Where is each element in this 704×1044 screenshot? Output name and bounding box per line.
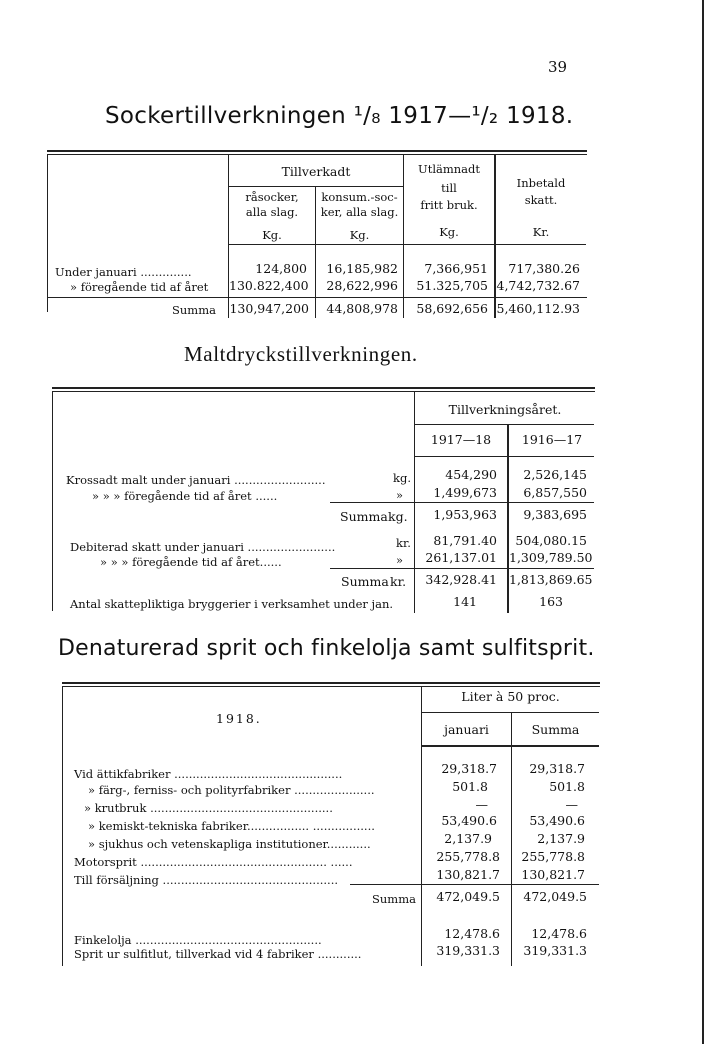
sugar-col1-header-2: alla slag. — [245, 205, 299, 219]
page-number: 39 — [548, 58, 568, 76]
sugar-col3-header-1: Utlämnadt — [418, 162, 480, 176]
spirit-row-label: » sjukhus och vetenskapliga institutioner............ — [88, 837, 371, 851]
malt-sum-label: Summa — [341, 574, 389, 589]
malt-row-label: Debiterad skatt under januari ........................ — [70, 540, 336, 554]
spirit-year-header: 1918. — [216, 711, 262, 726]
spirit-cell: 472,049.5 — [523, 889, 587, 904]
sugar-cell: 58,692,656 — [416, 301, 488, 316]
sugar-cell: 130,947,200 — [229, 301, 309, 316]
spirit-cell: 501.8 — [452, 779, 488, 794]
spirit-cell: 12,478.6 — [444, 926, 500, 941]
spirit-cell: 255,778.8 — [436, 849, 500, 864]
sugar-row-label: Under januari .............. — [55, 265, 192, 279]
malt-row-unit: kg. — [393, 471, 411, 485]
spirit-row-label: Finkelolja ................................................... — [74, 933, 322, 947]
sugar-cell: 16,185,982 — [326, 261, 398, 276]
sugar-cell: 124,800 — [255, 261, 307, 276]
spirit-cell: 319,331.3 — [523, 943, 587, 958]
spirit-cell: 319,331.3 — [436, 943, 500, 958]
sugar-cell: 130.822,400 — [229, 278, 309, 293]
malt-row-label: Krossadt malt under januari ......................... — [66, 473, 326, 487]
malt-title: Maltdryckstillverkningen. — [184, 342, 418, 366]
malt-cell: 1,499,673 — [433, 485, 497, 500]
malt-cell: 454,290 — [445, 467, 497, 482]
spirit-cell: 53,490.6 — [529, 813, 585, 828]
malt-cell: 6,857,550 — [523, 485, 587, 500]
spirit-col1-header: januari — [444, 722, 489, 737]
sugar-cell: 7,366,951 — [424, 261, 488, 276]
spirit-sum-label: Summa — [372, 892, 416, 906]
sugar-title: Sockertillverkningen ¹/₈ 1917—¹/₂ 1918. — [105, 103, 574, 129]
spirit-cell: 53,490.6 — [441, 813, 497, 828]
spirit-title: Denaturerad sprit och finkelolja samt sulfitsprit. — [58, 636, 595, 661]
spirit-row-label: » färg-, ferniss- och polityrfabriker ...................... — [88, 783, 375, 797]
spirit-cell: 255,778.8 — [521, 849, 585, 864]
malt-cell: 81,791.40 — [433, 533, 497, 548]
sugar-unit-1: Kg. — [262, 228, 282, 242]
sugar-col4-header-1: Inbetald — [516, 176, 566, 190]
spirit-cell: 501.8 — [549, 779, 585, 794]
sugar-header-tillverkadt: Tillverkadt — [281, 164, 351, 179]
spirit-cell: 12,478.6 — [531, 926, 587, 941]
malt-header-year: Tillverkningsåret. — [448, 402, 562, 417]
malt-cell: 504,080.15 — [515, 533, 587, 548]
malt-row-unit: » — [396, 553, 404, 567]
malt-row-label: » » » föregående tid af året...... — [100, 555, 282, 569]
sugar-cell: 51.325,705 — [416, 278, 488, 293]
malt-row-label: » » » föregående tid af året ...... — [92, 489, 278, 503]
malt-cell: 1,813,869.65 — [509, 572, 593, 587]
malt-row-unit: » — [396, 488, 404, 502]
sugar-col4-header-2: skatt. — [524, 193, 558, 207]
sugar-col3-header-3: fritt bruk. — [420, 198, 478, 212]
sugar-col1-header-1: råsocker, — [245, 190, 299, 204]
malt-cell: 342,928.41 — [425, 572, 497, 587]
malt-col1-header: 1917—18 — [430, 432, 492, 447]
spirit-col2-header: Summa — [531, 722, 580, 737]
sugar-col2-header-2: ker, alla slag. — [320, 205, 399, 219]
sugar-col3-header-2: till — [441, 181, 457, 195]
malt-row-unit: kr. — [390, 574, 407, 589]
sugar-cell: 28,622,996 — [326, 278, 398, 293]
spirit-row-label: Sprit ur sulfitlut, tillverkad vid 4 fabriker ............ — [74, 947, 362, 961]
spirit-cell: — — [565, 797, 578, 812]
spirit-row-label: Vid ättikfabriker .............................................. — [74, 767, 343, 781]
malt-sum-label: Summa — [340, 509, 388, 524]
sugar-unit-2: Kg. — [349, 228, 370, 242]
spirit-row-label: » kemiskt-tekniska fabriker................. ................. — [88, 819, 375, 833]
spirit-cell: 29,318.7 — [441, 761, 497, 776]
spirit-cell: 130,821.7 — [436, 867, 500, 882]
spirit-cell: 472,049.5 — [436, 889, 500, 904]
spirit-row-label: Till försäljning ................................................ — [74, 873, 339, 887]
malt-cell: 163 — [539, 594, 563, 609]
malt-cell: 141 — [453, 594, 477, 609]
malt-cell: 2,526,145 — [523, 467, 587, 482]
sugar-cell: 44,808,978 — [326, 301, 398, 316]
sugar-row-label: » föregående tid af året — [70, 280, 209, 294]
sugar-sum-label: Summa — [172, 303, 216, 317]
spirit-header-liter: Liter à 50 proc. — [461, 689, 560, 704]
malt-cell: 261,137.01 — [425, 550, 497, 565]
malt-cell: 1,953,963 — [433, 507, 497, 522]
spirit-row-label: Motorsprit ................................................... ...... — [74, 855, 353, 869]
spirit-cell: 130,821.7 — [521, 867, 585, 882]
spirit-row-label: » krutbruk .................................................. — [84, 801, 333, 815]
malt-row-unit: kg. — [388, 509, 408, 524]
sugar-unit-4: Kr. — [532, 225, 550, 239]
sugar-unit-3: Kg. — [439, 225, 459, 239]
sugar-cell: 717,380.26 — [508, 261, 580, 276]
spirit-cell: — — [475, 797, 488, 812]
malt-col2-header: 1916—17 — [521, 432, 583, 447]
sugar-cell: 5,460,112.93 — [496, 301, 580, 316]
malt-cell: 9,383,695 — [523, 507, 587, 522]
malt-cell: 1,309,789.50 — [509, 550, 593, 565]
malt-row-unit: kr. — [396, 536, 411, 550]
spirit-cell: 2,137.9 — [537, 831, 585, 846]
spirit-cell: 29,318.7 — [529, 761, 585, 776]
spirit-cell: 2,137.9 — [444, 831, 492, 846]
sugar-cell: 4,742,732.67 — [496, 278, 580, 293]
sugar-col2-header-1: konsum.-soc- — [321, 190, 398, 204]
malt-row-label: Antal skattepliktiga bryggerier i verksamhet under jan. — [70, 597, 394, 611]
